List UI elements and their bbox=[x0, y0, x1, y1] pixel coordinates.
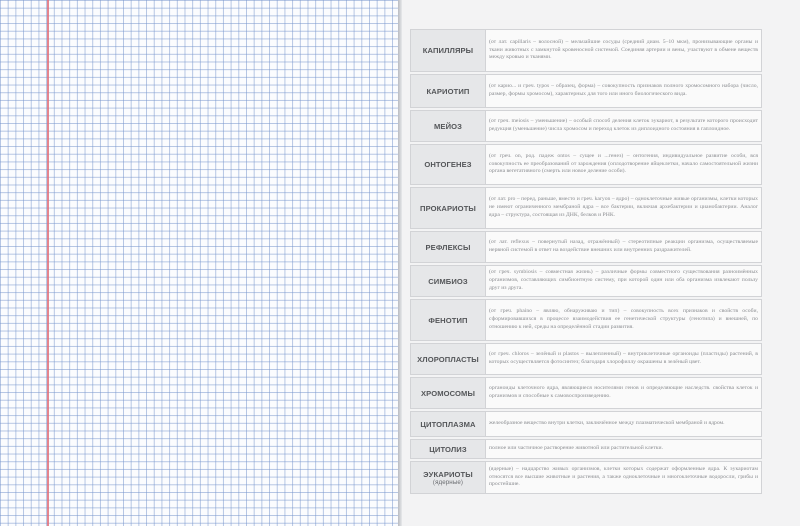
margin-line bbox=[47, 0, 49, 526]
glossary-definition: (от греч. on, род. падеж ontos – сущее и ...генез) – онтогения, индивидуальное развитие особи, вся совокупность ее преобразований от зарождения (оплодотворение яйцеклетки, начало самостоятельной жизни органа вегетативного (смерть или новое деление особи). bbox=[486, 144, 762, 185]
glossary-definition: (от греч. phaino – являю, обнаруживаю и тип) – совокупность всех признаков и свойств особи, сформировавшихся в процессе взаимодействия ее генетической структуры (генотипа) и внешней, по отношению к ней, среды на определённой стадии развития. bbox=[486, 299, 762, 341]
glossary-term: ЦИТОПЛАЗМА bbox=[410, 411, 486, 437]
glossary-term: ЦИТОЛИЗ bbox=[410, 439, 486, 459]
glossary-definition: (от карио... и греч. typos – образец, форма) – совокупность признаков полного хромосомного набора (число, размер, формы хромосом), характерных для того или иного биологического вида. bbox=[486, 74, 762, 108]
glossary-row bbox=[410, 74, 762, 108]
glossary-term: РЕФЛЕКСЫ bbox=[410, 231, 486, 263]
glossary-definition: органоиды клеточного ядра, являющиеся носителями генов и определяющие наследств. свойства клеток и организмов и способные к самовоспроизведению. bbox=[486, 377, 762, 409]
glossary-row bbox=[410, 461, 762, 494]
glossary-term: ПРОКАРИОТЫ bbox=[410, 187, 486, 229]
glossary-term: СИМБИОЗ bbox=[410, 265, 486, 297]
glossary-definition: (от лат. capillaris – волосной) – мельчайшие сосуды (средний диам. 5–10 мкм), пронизывающие органы и ткани животных с замкнутой кровеносной системой. Соединяя артерии и вены, участвуют в обмене веществ между кровью и тканями. bbox=[486, 29, 762, 72]
glossary-definition: (от лат. reflexus – повернутый назад, отражённый) – стереотипные реакции организма, осуществляемые нервной системой в ответ на воздействие внешних или внутренних раздражителей. bbox=[486, 231, 762, 263]
glossary-definition: (ядерные) – надцарство живых организмов, клетки которых содержат оформленные ядра. К эукариотам относятся все высшие животные и растения, а также одноклеточные и многоклеточные водоросли, грибы и простейшие. bbox=[486, 461, 762, 494]
glossary-row bbox=[410, 231, 762, 263]
glossary-row bbox=[410, 377, 762, 409]
glossary-row bbox=[410, 411, 762, 437]
glossary-definition: (от лат. pro – перед, раньше, вместо и греч. karyon – ядро) – одноклеточные живые организмы, клетки которых не имеют ограниченного мембраной ядра – все бактерии, включая архебактерии и цианобактерии. Аналог ядра – структура, состоящая из ДНК, белков и РНК. bbox=[486, 187, 762, 229]
glossary-definition: (от греч. chloros – зелёный и plastos – вылепленный) – внутриклеточные органоиды (пластиды) растений, в которых осуществляется фотосинтез; благодаря хлорофиллу окрашены в зелёный цвет. bbox=[486, 343, 762, 375]
glossary-row bbox=[410, 144, 762, 185]
graph-paper-page bbox=[0, 0, 398, 526]
glossary-row bbox=[410, 29, 762, 72]
glossary-term: ФЕНОТИП bbox=[410, 299, 486, 341]
glossary-term: ОНТОГЕНЕЗ bbox=[410, 144, 486, 185]
glossary-term-cell bbox=[410, 461, 486, 494]
glossary-definition: (от греч. meiosis – уменьшение) – особый способ деления клеток эукариот, в результате которого происходит редукция (уменьшение) числа хромосом и переход клеток из диплоидного состояния в гаплоидное. bbox=[486, 110, 762, 142]
glossary-term: МЕЙОЗ bbox=[410, 110, 486, 142]
glossary-definition: желеобразное вещество внутри клетки, заключённое между плазматической мембраной и ядром. bbox=[486, 411, 762, 437]
glossary-term: КАРИОТИП bbox=[410, 74, 486, 108]
glossary-row bbox=[410, 110, 762, 142]
glossary-definition: (от греч. symbiosis – совместная жизнь) – различные формы совместного существования разноимённых организмов, составляющих симбионтную систему, при которой один или оба организма извлекают пользу друг из друга. bbox=[486, 265, 762, 297]
glossary-row bbox=[410, 187, 762, 229]
glossary-row bbox=[410, 299, 762, 341]
glossary-term: ХЛОРОПЛАСТЫ bbox=[410, 343, 486, 375]
glossary-table bbox=[410, 27, 762, 496]
glossary-subterm: (ядерные) bbox=[432, 478, 464, 486]
glossary-term: ХРОМОСОМЫ bbox=[410, 377, 486, 409]
glossary-term: ЭУКАРИОТЫ bbox=[423, 469, 473, 479]
glossary-row bbox=[410, 265, 762, 297]
glossary-definition: полное или частичное растворение животной или растительной клетки. bbox=[486, 439, 762, 459]
glossary-term: КАПИЛЛЯРЫ bbox=[410, 29, 486, 72]
glossary-row bbox=[410, 343, 762, 375]
glossary-row bbox=[410, 439, 762, 459]
